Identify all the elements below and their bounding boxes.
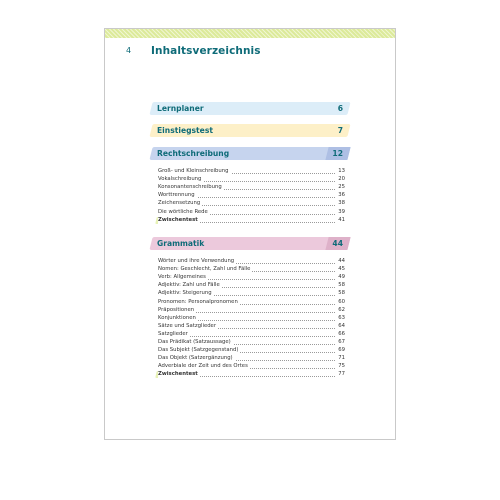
section-label-einstiegstest: Einstiegstest	[157, 126, 213, 135]
top-decorative-strip	[105, 29, 395, 38]
entry-page: 60	[338, 298, 345, 305]
entry-page: 49	[338, 274, 345, 281]
entry-page: 25	[338, 184, 345, 191]
section-page-einstiegstest: 7	[337, 126, 343, 135]
entry-page: 62	[338, 306, 345, 313]
page-title: Inhaltsverzeichnis	[151, 45, 261, 57]
entry-page: 63	[338, 314, 345, 321]
entry-page: 71	[338, 355, 345, 362]
entry-title: Satzglieder	[158, 330, 188, 337]
entry-page: 44	[338, 258, 345, 264]
entry-title: Das Subjekt (Satzgegenstand)	[158, 347, 239, 354]
entry-page: 69	[338, 347, 345, 354]
entry-title: Nomen: Geschlecht, Zahl und Fälle	[158, 266, 251, 273]
entry-title: Das Objekt (Satzergänzung)	[158, 355, 233, 362]
entry-title: Sätze und Satzglieder	[158, 322, 216, 329]
entry-page: 64	[338, 322, 345, 329]
section-label-lernplaner: Lernplaner	[157, 104, 204, 113]
entry-title: Adjektiv: Zahl und Fälle	[158, 282, 220, 289]
book-page	[104, 28, 396, 440]
entry-page: 66	[338, 330, 345, 337]
entry-page: 77	[338, 371, 345, 378]
entry-page: 38	[338, 200, 345, 207]
entry-title: Konjunktionen	[158, 314, 196, 321]
toc-entry-zwischentest	[158, 216, 345, 225]
section-page-grammatik: 44	[332, 239, 343, 248]
entry-title: Adjektiv: Steigerung	[158, 290, 212, 297]
entry-page: 67	[338, 339, 345, 345]
entry-title: Konsonantenschreibung	[158, 184, 222, 191]
entry-title: Verb: Allgemeines	[158, 274, 206, 281]
entry-title: Groß- und Kleinschreibung	[158, 168, 229, 174]
entry-page: 58	[338, 282, 345, 289]
entry-page: 20	[338, 176, 345, 183]
entry-page: 45	[338, 266, 345, 273]
entry-title: Zeichensetzung	[158, 200, 201, 207]
entry-title: Das Prädikat (Satzaussage)	[158, 339, 231, 345]
entry-title: Präpositionen	[158, 306, 195, 313]
entry-title: Wörter und ihre Verwendung	[158, 258, 235, 264]
section-page-lernplaner: 6	[337, 104, 343, 113]
page-number: 4	[126, 46, 132, 55]
entry-page: 13	[338, 168, 345, 174]
entry-page: 41	[338, 216, 345, 223]
entry-page: 58	[338, 290, 345, 297]
entry-title: Pronomen: Personalpronomen	[158, 298, 238, 305]
entry-title: Worttrennung	[158, 192, 195, 199]
section-page-rechtschreibung: 12	[332, 149, 343, 158]
section-label-rechtschreibung: Rechtschreibung	[157, 149, 230, 158]
entry-title: Vokalschreibung	[158, 176, 202, 183]
entry-title: Zwischentest	[158, 216, 198, 223]
entry-page: 36	[338, 192, 345, 199]
entry-title: Zwischentest	[158, 371, 198, 378]
entry-page: 75	[338, 363, 345, 370]
entry-title: Die wörtliche Rede	[158, 208, 208, 215]
entry-title: Adverbiale der Zeit und des Ortes	[158, 363, 248, 370]
toc-entry-zwischentest	[158, 370, 345, 379]
section-label-grammatik: Grammatik	[157, 239, 205, 248]
entry-page: 39	[338, 208, 345, 215]
